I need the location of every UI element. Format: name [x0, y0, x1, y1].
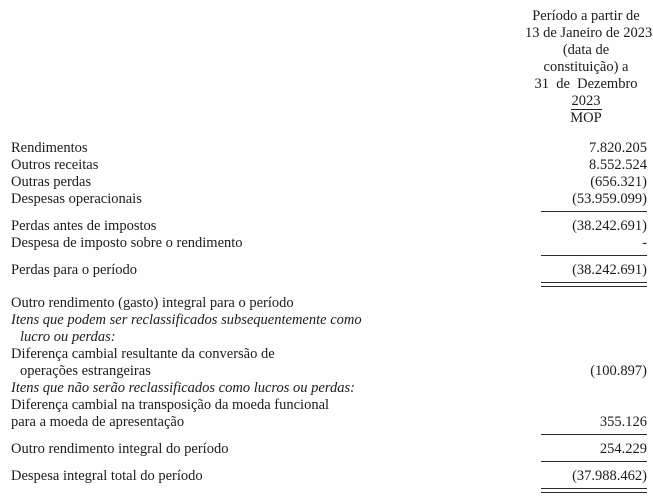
row-label: Itens que podem ser reclassificados subsequentemente como	[11, 312, 362, 328]
period-line: 31 de Dezembro	[534, 76, 638, 92]
row-label: Rendimentos	[11, 140, 88, 156]
row-label: lucro ou perdas:	[20, 329, 116, 345]
row-label: Outro rendimento (gasto) integral para o período	[11, 295, 294, 311]
period-year-row	[525, 93, 647, 110]
statement-row	[11, 468, 647, 485]
row-amount: (38.242.691)	[572, 218, 647, 234]
double-total-rule	[541, 282, 647, 287]
statement-row	[11, 174, 647, 191]
period-line: (data de	[562, 42, 610, 58]
period-description	[525, 8, 653, 93]
statement-row	[11, 295, 647, 312]
rule-row	[11, 458, 647, 468]
rule-row	[11, 252, 647, 262]
row-label: Despesa integral total do período	[11, 468, 203, 484]
single-total-rule	[541, 461, 647, 462]
row-label: Itens que não serão reclassificados como lucros ou perdas:	[11, 380, 355, 396]
row-label: para a moeda de apresentação	[11, 414, 185, 430]
statement-row	[11, 218, 647, 235]
single-total-rule	[541, 434, 647, 435]
row-label: Perdas antes de impostos	[11, 218, 157, 234]
row-amount: (37.988.462)	[572, 468, 647, 484]
row-label: Perdas para o período	[11, 262, 138, 278]
period-line: Período a partir de	[532, 8, 640, 24]
row-amount: 8.552.524	[589, 157, 647, 173]
row-label: Despesas operacionais	[11, 191, 142, 207]
row-label: operações estrangeiras	[20, 363, 151, 379]
double-total-rule	[541, 488, 647, 493]
rule-row	[11, 279, 647, 291]
row-amount: (100.897)	[590, 363, 647, 379]
statement-row	[11, 380, 647, 397]
statement-row	[11, 346, 647, 363]
row-label: Diferença cambial na transposição da moeda funcional	[11, 397, 330, 413]
row-label: Diferença cambial resultante da conversão de	[11, 346, 275, 362]
rule-row	[11, 431, 647, 441]
rule-row	[11, 485, 647, 497]
row-amount: (656.321)	[590, 174, 647, 190]
row-amount: (53.959.099)	[572, 191, 647, 207]
statement-row	[11, 312, 647, 329]
single-total-rule	[541, 255, 647, 256]
statement-body	[11, 140, 647, 497]
row-amount: 254.229	[599, 441, 647, 457]
row-label: Outras perdas	[11, 174, 92, 190]
row-label: Despesa de imposto sobre o rendimento	[11, 235, 243, 251]
period-header	[11, 8, 653, 127]
row-label: Outro rendimento integral do período	[11, 441, 229, 457]
period-header-block	[525, 8, 653, 127]
row-amount: 355.126	[599, 414, 647, 430]
statement-row	[11, 157, 647, 174]
row-amount: (38.242.691)	[572, 262, 647, 278]
rule-row	[11, 208, 647, 218]
statement-row	[11, 414, 647, 431]
single-total-rule	[541, 211, 647, 212]
statement-row	[11, 191, 647, 208]
period-line: constituição) a	[543, 59, 629, 75]
year-label: 2023	[571, 93, 601, 109]
period-line: 13 de Janeiro de 2023	[525, 25, 653, 41]
row-amount: 7.820.205	[589, 140, 647, 156]
row-label: Outros receitas	[11, 157, 99, 173]
currency-label: MOP	[570, 110, 602, 126]
statement-row	[11, 441, 647, 458]
statement-row	[11, 329, 647, 346]
row-amount: -	[642, 235, 647, 251]
statement-row	[11, 397, 647, 414]
statement-row	[11, 140, 647, 157]
statement-row	[11, 262, 647, 279]
statement-row	[11, 235, 647, 252]
statement-row	[11, 363, 647, 380]
